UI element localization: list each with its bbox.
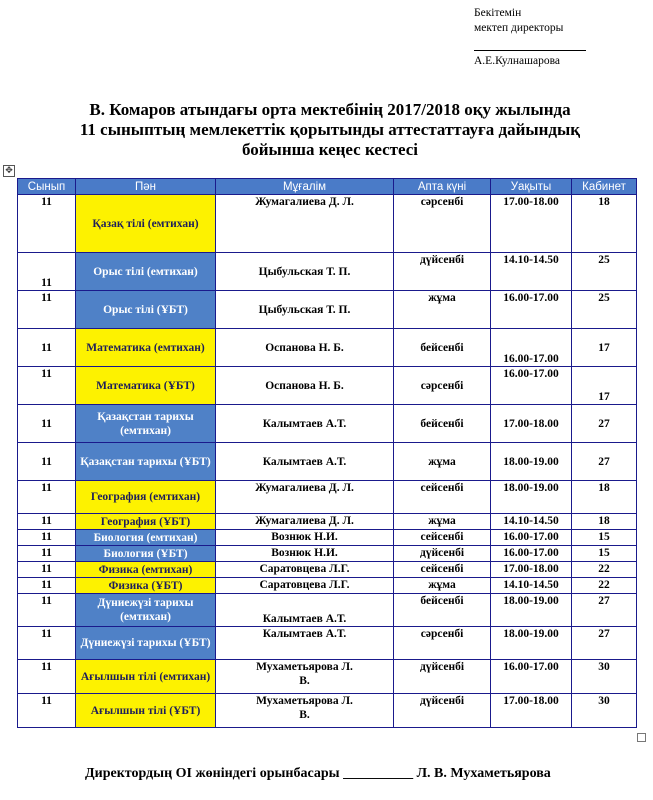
cell-day: жұма <box>394 514 491 530</box>
cell-teacher: Оспанова Н. Б. <box>216 367 394 405</box>
cell-time: 17.00-18.00 <box>491 195 572 253</box>
cell-day: сейсенбі <box>394 481 491 514</box>
cell-day: сейсенбі <box>394 530 491 546</box>
cell-teacher: Саратовцева Л.Г. <box>216 562 394 578</box>
cell-time: 17.00-18.00 <box>491 562 572 578</box>
cell-time: 14.10-14.50 <box>491 253 572 291</box>
table-resize-handle[interactable] <box>637 733 646 742</box>
cell-day: дүйсенбі <box>394 253 491 291</box>
cell-room: 15 <box>572 530 637 546</box>
cell-room: 30 <box>572 660 637 694</box>
cell-grade: 11 <box>18 195 76 253</box>
approval-name: А.Е.Кулнашарова <box>474 55 560 67</box>
header-grade: Сынып <box>18 179 76 195</box>
table-row <box>18 481 637 514</box>
cell-subject: Орыс тілі (емтихан) <box>76 253 216 291</box>
table-row <box>18 694 637 728</box>
cell-grade: 11 <box>18 329 76 367</box>
cell-room: 27 <box>572 443 637 481</box>
table-row <box>18 443 637 481</box>
table-row <box>18 546 637 562</box>
cell-room: 17 <box>572 367 637 405</box>
cell-teacher: Калымтаев А.Т. <box>216 627 394 660</box>
cell-subject: Ағылшын тілі (ҰБТ) <box>76 694 216 728</box>
table-row <box>18 367 637 405</box>
cell-room: 18 <box>572 481 637 514</box>
cell-subject: Дүниежүзі тарихы (ҰБТ) <box>76 627 216 660</box>
document-title <box>30 100 630 160</box>
table-row <box>18 329 637 367</box>
cell-grade: 11 <box>18 694 76 728</box>
cell-day: жұма <box>394 443 491 481</box>
title-line-3: бойынша кеңес кестесі <box>241 140 419 159</box>
cell-time: 18.00-19.00 <box>491 481 572 514</box>
cell-day: дүйсенбі <box>394 694 491 728</box>
cell-teacher: Жумагалиева Д. Л. <box>216 195 394 253</box>
table-row <box>18 562 637 578</box>
schedule-table <box>17 178 637 728</box>
cell-subject: Ағылшын тілі (емтихан) <box>76 660 216 694</box>
cell-grade: 11 <box>18 627 76 660</box>
cell-grade: 11 <box>18 594 76 627</box>
cell-subject: Физика (ҰБТ) <box>76 578 216 594</box>
cell-room: 15 <box>572 546 637 562</box>
cell-time: 18.00-19.00 <box>491 443 572 481</box>
cell-room: 27 <box>572 594 637 627</box>
table-row <box>18 660 637 694</box>
cell-teacher: Мухаметьярова Л. В. <box>216 694 394 728</box>
cell-subject: Математика (ҰБТ) <box>76 367 216 405</box>
cell-day: бейсенбі <box>394 594 491 627</box>
approval-title: Бекітемін <box>474 7 522 19</box>
cell-room: 25 <box>572 253 637 291</box>
cell-subject: География (ҰБТ) <box>76 514 216 530</box>
cell-teacher: Мухаметьярова Л. В. <box>216 660 394 694</box>
cell-time: 16.00-17.00 <box>491 660 572 694</box>
table-row <box>18 627 637 660</box>
cell-teacher: Оспанова Н. Б. <box>216 329 394 367</box>
cell-day: сәрсенбі <box>394 367 491 405</box>
cell-subject: География (емтихан) <box>76 481 216 514</box>
header-room: Кабинет <box>572 179 637 195</box>
cell-day: сәрсенбі <box>394 195 491 253</box>
cell-subject: Дүниежүзі тарихы (емтихан) <box>76 594 216 627</box>
cell-grade: 11 <box>18 481 76 514</box>
cell-day: сәрсенбі <box>394 627 491 660</box>
header-subject: Пән <box>76 179 216 195</box>
cell-room: 18 <box>572 514 637 530</box>
cell-day: бейсенбі <box>394 405 491 443</box>
title-line-1: В. Комаров атындағы орта мектебінің 2017/2018 оқу жылында <box>89 100 571 119</box>
cell-subject: Қазақ тілі (емтихан) <box>76 195 216 253</box>
cell-grade: 11 <box>18 530 76 546</box>
approval-position: мектеп директоры <box>474 22 564 34</box>
header-teacher: Мұғалім <box>216 179 394 195</box>
cell-teacher: Калымтаев А.Т. <box>216 443 394 481</box>
table-move-handle-icon[interactable]: ✥ <box>3 165 15 177</box>
cell-grade: 11 <box>18 367 76 405</box>
cell-time: 17.00-18.00 <box>491 694 572 728</box>
table-row <box>18 195 637 253</box>
cell-subject: Қазақстан тарихы (ҰБТ) <box>76 443 216 481</box>
cell-teacher: Цыбульская Т. П. <box>216 253 394 291</box>
cell-grade: 11 <box>18 514 76 530</box>
cell-time: 16.00-17.00 <box>491 367 572 405</box>
cell-grade: 11 <box>18 443 76 481</box>
cell-day: сейсенбі <box>394 562 491 578</box>
cell-time: 18.00-19.00 <box>491 594 572 627</box>
cell-room: 27 <box>572 627 637 660</box>
cell-grade: 11 <box>18 660 76 694</box>
cell-time: 18.00-19.00 <box>491 627 572 660</box>
header-day: Апта күні <box>394 179 491 195</box>
cell-room: 27 <box>572 405 637 443</box>
cell-day: дүйсенбі <box>394 546 491 562</box>
cell-subject: Биология (емтихан) <box>76 530 216 546</box>
cell-teacher: Жумагалиева Д. Л. <box>216 481 394 514</box>
table-row <box>18 578 637 594</box>
cell-room: 22 <box>572 562 637 578</box>
cell-time: 16.00-17.00 <box>491 546 572 562</box>
cell-room: 22 <box>572 578 637 594</box>
cell-room: 25 <box>572 291 637 329</box>
table-row <box>18 291 637 329</box>
cell-time: 16.00-17.00 <box>491 291 572 329</box>
cell-room: 18 <box>572 195 637 253</box>
signature-footer: Директордың ОІ жөніндегі орынбасары __________ Л. В. Мухаметьярова <box>85 766 551 781</box>
cell-grade: 11 <box>18 578 76 594</box>
cell-subject: Қазақстан тарихы (емтихан) <box>76 405 216 443</box>
cell-teacher: Вознюк Н.И. <box>216 546 394 562</box>
approval-block <box>474 6 586 69</box>
header-time: Уақыты <box>491 179 572 195</box>
cell-teacher: Жумагалиева Д. Л. <box>216 514 394 530</box>
cell-time: 14.10-14.50 <box>491 578 572 594</box>
cell-subject: Математика (емтихан) <box>76 329 216 367</box>
table-row <box>18 253 637 291</box>
cell-grade: 11 <box>18 546 76 562</box>
table-header-row <box>18 179 637 195</box>
cell-grade: 11 <box>18 405 76 443</box>
cell-subject: Биология (ҰБТ) <box>76 546 216 562</box>
cell-time: 14.10-14.50 <box>491 514 572 530</box>
table-row <box>18 530 637 546</box>
cell-time: 16.00-17.00 <box>491 530 572 546</box>
cell-grade: 11 <box>18 562 76 578</box>
table-row <box>18 405 637 443</box>
signature-line <box>474 38 586 51</box>
cell-room: 17 <box>572 329 637 367</box>
table-row <box>18 594 637 627</box>
cell-teacher: Цыбульская Т. П. <box>216 291 394 329</box>
cell-grade: 11 <box>18 253 76 291</box>
cell-time: 17.00-18.00 <box>491 405 572 443</box>
cell-day: жұма <box>394 578 491 594</box>
cell-subject: Орыс тілі (ҰБТ) <box>76 291 216 329</box>
cell-grade: 11 <box>18 291 76 329</box>
cell-teacher: Калымтаев А.Т. <box>216 594 394 627</box>
cell-day: бейсенбі <box>394 329 491 367</box>
title-line-2: 11 сыныптың мемлекеттік қорытынды аттестаттауға дайындық <box>79 120 581 139</box>
table-row <box>18 514 637 530</box>
cell-time: 16.00-17.00 <box>491 329 572 367</box>
cell-teacher: Саратовцева Л.Г. <box>216 578 394 594</box>
cell-day: жұма <box>394 291 491 329</box>
cell-day: дүйсенбі <box>394 660 491 694</box>
cell-teacher: Калымтаев А.Т. <box>216 405 394 443</box>
cell-subject: Физика (емтихан) <box>76 562 216 578</box>
cell-teacher: Вознюк Н.И. <box>216 530 394 546</box>
cell-room: 30 <box>572 694 637 728</box>
